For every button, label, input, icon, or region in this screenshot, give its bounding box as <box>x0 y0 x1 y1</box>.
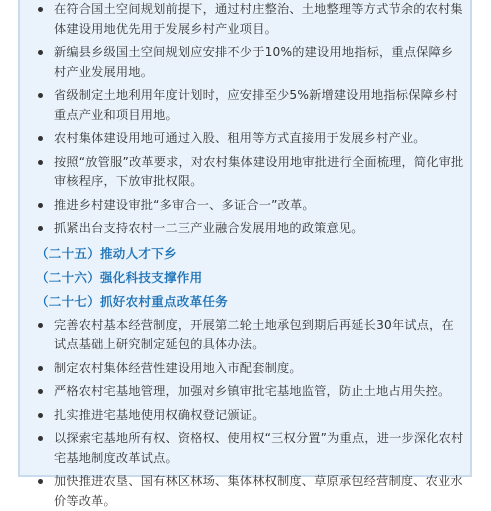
list-item <box>36 86 464 125</box>
list-item <box>36 0 464 39</box>
list-item <box>36 429 464 468</box>
list-item-text: 新编县乡级国土空间规划应安排不少于10%的建设用地指标，重点保障乡村产业发展用地。 <box>54 45 453 79</box>
list-item <box>36 219 464 239</box>
list-item <box>36 406 464 426</box>
list-item <box>36 196 464 216</box>
bullet-icon <box>38 7 43 12</box>
list-item-text: 以探索宅基地所有权、资格权、使用权“三权分置”为重点，进一步深化农村宅基地制度改革试点。 <box>54 431 463 465</box>
list-item-text: 加快推进农垦、国有林区林场、集体林权制度、草原承包经营制度、农业水价等改革。 <box>54 474 463 508</box>
bullet-icon <box>38 203 43 208</box>
list-item-text: 推进乡村建设审批“多审合一、多证合一”改革。 <box>54 198 315 212</box>
bullet-icon <box>38 389 43 394</box>
list-item-text: 农村集体建设用地可通过入股、租用等方式直接用于发展乡村产业。 <box>54 131 426 145</box>
bullet-icon <box>38 50 43 55</box>
list-item-text: 扎实推进宅基地使用权确权登记颁证。 <box>54 408 265 422</box>
list-item <box>36 153 464 192</box>
content-panel <box>18 0 472 477</box>
bullet-icon <box>38 479 43 484</box>
bullet-icon <box>38 436 43 441</box>
list-item-text: 抓紧出台支持农村一二三产业融合发展用地的政策意见。 <box>54 221 364 235</box>
list-item-text: 制定农村集体经营性建设用地入市配套制度。 <box>54 361 302 375</box>
list-item-text: 省级制定土地利用年度计划时，应安排至少5%新增建设用地指标保障乡村重点产业和项目用地。 <box>54 88 458 122</box>
list-item-text: 在符合国土空间规划前提下，通过村庄整治、土地整理等方式节余的农村集体建设用地优先用于发展乡村产业项目。 <box>54 2 463 36</box>
list-item <box>36 129 464 149</box>
bullet-icon <box>38 93 43 98</box>
section-heading-27: （二十七）抓好农村重点改革任务 <box>36 292 464 311</box>
policy-list-27 <box>36 316 464 511</box>
list-item <box>36 382 464 402</box>
list-item <box>36 43 464 82</box>
policy-list-top <box>36 0 464 239</box>
bullet-icon <box>38 160 43 165</box>
list-item <box>36 472 464 511</box>
bullet-icon <box>38 226 43 231</box>
list-item-text: 完善农村基本经营制度，开展第二轮土地承包到期后再延长30年试点，在试点基础上研究制定延包的具体办法。 <box>54 318 454 352</box>
bullet-icon <box>38 413 43 418</box>
list-item-text: 按照“放管服”改革要求，对农村集体建设用地审批进行全面梳理，简化审批审核程序，下放审批权限。 <box>54 155 463 189</box>
list-item-text: 严格农村宅基地管理，加强对乡镇审批宅基地监管，防止土地占用失控。 <box>54 384 450 398</box>
section-heading-25: （二十五）推动人才下乡 <box>36 244 464 263</box>
bullet-icon <box>38 366 43 371</box>
bullet-icon <box>38 136 43 141</box>
section-heading-26: （二十六）强化科技支撑作用 <box>36 268 464 287</box>
list-item <box>36 316 464 355</box>
bullet-icon <box>38 323 43 328</box>
list-item <box>36 359 464 379</box>
